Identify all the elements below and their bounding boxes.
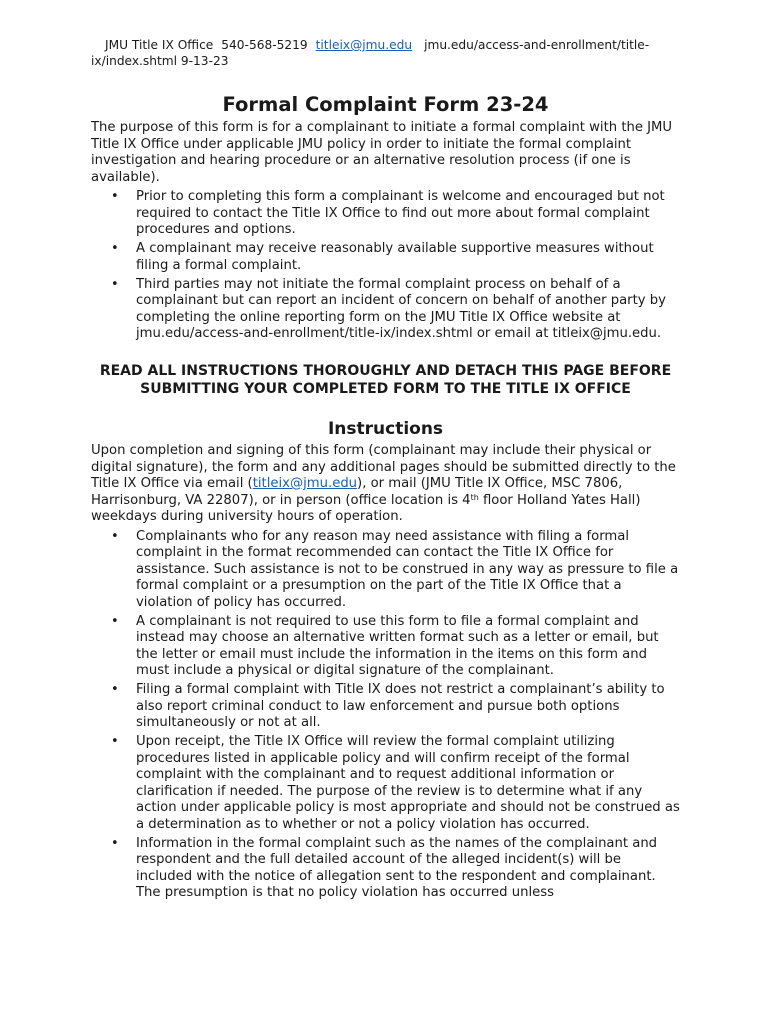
page-title: Formal Complaint Form 23-24 xyxy=(222,93,549,116)
bullet-icon: • xyxy=(111,276,119,292)
list-item: • Filing a formal complaint with Title IX does not restrict a complainant’s ability to also report criminal conduct to law enforcement and pursue both options simultaneously or not at all. xyxy=(111,682,665,730)
bullet-icon: • xyxy=(111,528,119,544)
bullet-icon: • xyxy=(111,189,119,204)
bullet-icon: • xyxy=(111,682,119,697)
header-office: JMU Title IX Office xyxy=(105,38,214,52)
bullet-icon: • xyxy=(111,613,119,629)
instructions-paragraph: Upon completion and signing of this form (complainant may include their physical or digital signature), the form and any additional pages should be submitted directly to the Title IX Office via email (titleix@jmu.edu), or mail (JMU Title IX Office, MSC 7806, Harrisonburg, VA 22807), or in person (office location is 4th floor Holland Yates Hall) weekdays during university hours of operation. xyxy=(91,443,676,524)
list-item: • A complainant is not required to use this form to file a formal complaint and instead may choose an alternative written format such as a letter or email, but the letter or email must include the information in the items on this form and must include a physical or digital signature of the complainant. xyxy=(111,613,659,678)
header-phone: 540-568-5219 xyxy=(221,38,308,52)
instructions-heading: Instructions xyxy=(327,419,444,439)
header-url-date: jmu.edu/access-and-enrollment/title-ix/index.shtml 9-13-23 xyxy=(91,38,650,68)
list-item: • Information in the formal complaint such as the names of the complainant and respondent and the full detailed account of the alleged incident(s) will be included with the notice of allegation sent to the respondent and complainant. The presumption is that no policy violation has occurred unless xyxy=(111,835,658,900)
list-item: • Upon receipt, the Title IX Office will review the formal complaint utilizing procedures listed in applicable policy and will confirm receipt of the formal complaint with the complainant and to request additional information or clarification if needed. The purpose of the review is to determine what if any action under applicable policy is most appropriate and should not be construed as a determination as to whether or not a policy violation has occurred. xyxy=(111,734,680,832)
list-item: • Third parties may not initiate the formal complaint process on behalf of a complainant but can report an incident of concern on behalf of another party by completing the online reporting form on the JMU Title IX Office website at jmu.edu/access-and-enrollment/title-ix/index.shtml or email at titleix@jmu.edu. xyxy=(111,276,666,341)
list-item: • Complainants who for any reason may need assistance with filing a formal complaint in the format recommended can contact the Title IX Office for assistance. Such assistance is not to be construed in any way as pressure to file a formal complaint or a presumption on the part of the Title IX Office that a violation of policy has occurred. xyxy=(111,528,679,610)
intro-paragraph: The purpose of this form is for a complainant to initiate a formal complaint with the JMU Title IX Office under applicable JMU policy in order to initiate the formal complaint investigation and hearing procedure or an alternative resolution process (if one is available). xyxy=(91,120,673,185)
intro-section xyxy=(91,120,680,345)
instructions-section xyxy=(91,443,680,904)
list-item: • A complainant may receive reasonably available supportive measures without filing a formal complaint. xyxy=(111,241,654,273)
instructions-email-link[interactable]: titleix@jmu.edu xyxy=(252,476,358,491)
bullet-icon: • xyxy=(111,734,119,749)
list-item: • Prior to completing this form a complainant is welcome and encouraged but not required to contact the Title IX Office to find out more about formal complaint procedures and options. xyxy=(111,189,665,237)
intro-bullet-list xyxy=(91,189,680,343)
page-header xyxy=(91,37,680,69)
bullet-icon: • xyxy=(111,241,119,256)
bullet-icon: • xyxy=(111,835,119,851)
instruction-bullet-list xyxy=(91,529,680,902)
detach-warning: READ ALL INSTRUCTIONS THOROUGHLY AND DETACH THIS PAGE BEFORE SUBMITTING YOUR COMPLETED FORM TO THE TITLE IX OFFICE xyxy=(99,363,672,397)
header-email-link[interactable]: titleix@jmu.edu xyxy=(315,38,413,52)
